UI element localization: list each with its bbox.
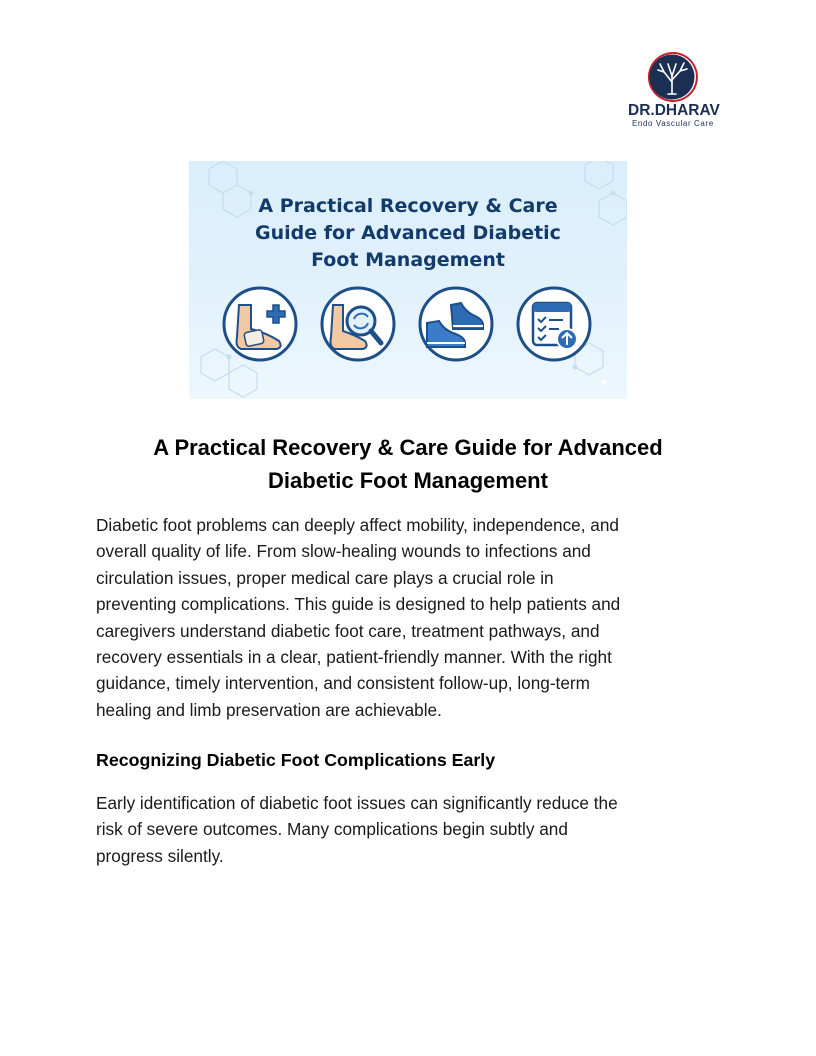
care-checklist-calendar-icon xyxy=(515,285,593,363)
text-line: Diabetic foot problems can deeply affect mobility, independence, and xyxy=(96,515,619,535)
tree-logo-icon xyxy=(648,52,698,102)
page-title xyxy=(96,431,720,497)
text-line: risk of severe outcomes. Many complications begin subtly and xyxy=(96,819,568,840)
text-line: preventing complications. This guide is designed to help patients and xyxy=(96,594,621,615)
text-line: progress silently. xyxy=(96,845,224,866)
text-line: overall quality of life. From slow-healing wounds to infections and xyxy=(96,541,591,562)
shoes-icon xyxy=(417,285,495,363)
bandaged-foot-icon xyxy=(221,285,299,363)
banner-title-line: A Practical Recovery & Care xyxy=(258,195,558,217)
banner-title-line: Foot Management xyxy=(311,249,505,271)
foot-magnifier-icon xyxy=(319,285,397,363)
text-line: guidance, timely intervention, and consistent follow-up, long-term xyxy=(96,673,590,694)
text-line: circulation issues, proper medical care plays a crucial role in xyxy=(96,567,554,588)
text-line: caregivers understand diabetic foot care, treatment pathways, and xyxy=(96,620,600,641)
text-line: Early identification of diabetic foot issues can significantly reduce the xyxy=(96,793,618,813)
hero-banner xyxy=(189,161,627,399)
page-title-line: Diabetic Foot Management xyxy=(268,468,548,493)
banner-title xyxy=(189,193,627,274)
section-paragraph xyxy=(96,790,726,869)
intro-paragraph xyxy=(96,512,726,723)
banner-title-line: Guide for Advanced Diabetic xyxy=(255,222,561,244)
logo-name: DR.DHARAV xyxy=(628,102,720,119)
text-line: recovery essentials in a clear, patient-friendly manner. With the right xyxy=(96,647,612,668)
page-title-line: A Practical Recovery & Care Guide for Advanced xyxy=(153,435,663,460)
brand-logo xyxy=(628,52,728,128)
sparkle-icon: ✦ xyxy=(598,374,610,390)
text-line: healing and limb preservation are achievable. xyxy=(96,699,442,720)
section-heading: Recognizing Diabetic Foot Complications Early xyxy=(96,750,496,770)
logo-tagline: Endo Vascular Care xyxy=(632,119,714,128)
